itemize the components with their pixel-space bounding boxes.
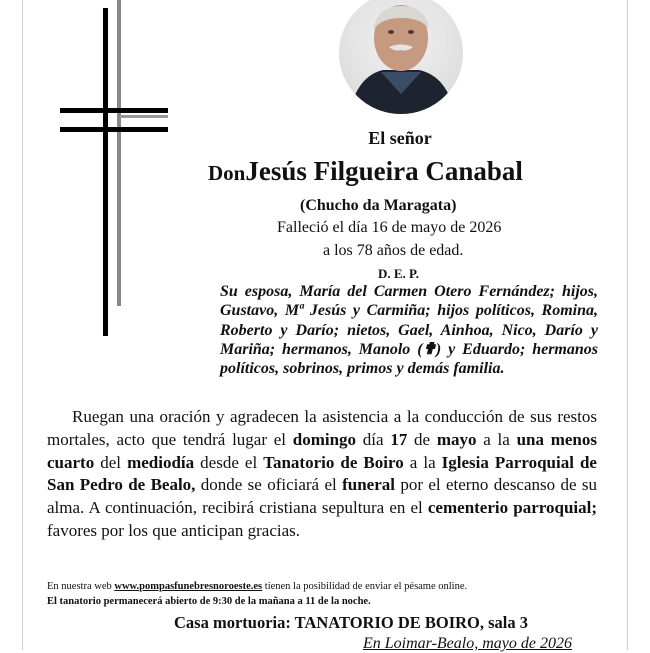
cross-vertical-black bbox=[103, 8, 108, 336]
death-date: Falleció el día 16 de mayo de 2026 bbox=[277, 219, 502, 236]
body-text: Ruegan una oración y agradecen la asistencia a la conducción de sus restos mortales, acto que tendrá lugar el bbox=[47, 407, 597, 449]
nickname: (Chucho da Maragata) bbox=[300, 197, 457, 214]
body-text: de bbox=[407, 429, 437, 449]
cross-horizontal-top bbox=[60, 108, 168, 113]
title-el-senor: El señor bbox=[368, 128, 432, 148]
body-bold: mayo bbox=[436, 429, 477, 449]
body-bold: 17 bbox=[390, 429, 408, 449]
full-name: Jesús Filgueira Canabal bbox=[245, 156, 523, 186]
left-border-line bbox=[22, 0, 23, 650]
body-bold: mediodía bbox=[127, 452, 195, 472]
body-bold: Iglesia Parroquial de San Pedro de Bealo, bbox=[47, 452, 597, 495]
body-text: donde se oficiará el bbox=[195, 475, 343, 495]
funeral-announcement bbox=[47, 406, 597, 543]
web-note-text: En nuestra web bbox=[47, 581, 115, 592]
website-link[interactable]: www.pompasfunebresnoroeste.es bbox=[114, 581, 263, 592]
body-text: desde el bbox=[194, 452, 264, 472]
body-text: a la bbox=[403, 452, 442, 472]
rip-text: D. E. P. bbox=[378, 266, 420, 281]
web-note-text: tienen la posibilidad de enviar el pésame online. bbox=[262, 581, 468, 592]
portrait-photo bbox=[339, 0, 463, 114]
body-text: día bbox=[356, 429, 391, 449]
opening-hours: El tanatorio permanecerá abierto de 9:30 de la mañana a 11 de la noche. bbox=[47, 596, 371, 607]
body-text: del bbox=[94, 452, 128, 472]
funeral-home: Casa mortuoria: TANATORIO DE BOIRO, sala 3 bbox=[174, 613, 529, 632]
family-text: Su esposa, María del Carmen Otero Fernández; hijos, Gustavo, Mª Jesús y Carmiña; hijos políticos, Romina, Roberto y Darío; nietos, Gael, Ainhoa, Nico, Darío y Mariña; hermanos, Manolo (✟) y Eduardo; hermanos políticos, sobrinos, primos y demás familia. bbox=[220, 283, 598, 378]
body-bold: domingo bbox=[292, 429, 357, 449]
right-border-line bbox=[627, 0, 628, 650]
body-bold: una menos cuarto bbox=[47, 429, 597, 472]
age: a los 78 años de edad. bbox=[323, 242, 464, 259]
body-bold: funeral bbox=[342, 475, 395, 495]
family-list bbox=[188, 282, 598, 378]
cross-vertical-grey bbox=[117, 0, 121, 306]
place-date-text: En Loimar-Bealo, mayo de 2026 bbox=[363, 635, 572, 652]
web-note bbox=[47, 581, 467, 592]
body-text: a la bbox=[476, 429, 517, 449]
body-bold: cementerio parroquial; bbox=[427, 498, 598, 518]
body-text: por el eterno descanso de su alma. A continuación, recibirá cristiana sepultura en el bbox=[47, 475, 597, 518]
cross-horizontal-grey bbox=[120, 115, 168, 118]
body-text: favores por los que anticipan gracias. bbox=[47, 520, 301, 540]
place-date bbox=[363, 635, 572, 653]
honorific: Don bbox=[208, 161, 246, 185]
body-bold: Tanatorio de Boiro bbox=[263, 452, 404, 472]
deceased-name bbox=[208, 156, 523, 187]
